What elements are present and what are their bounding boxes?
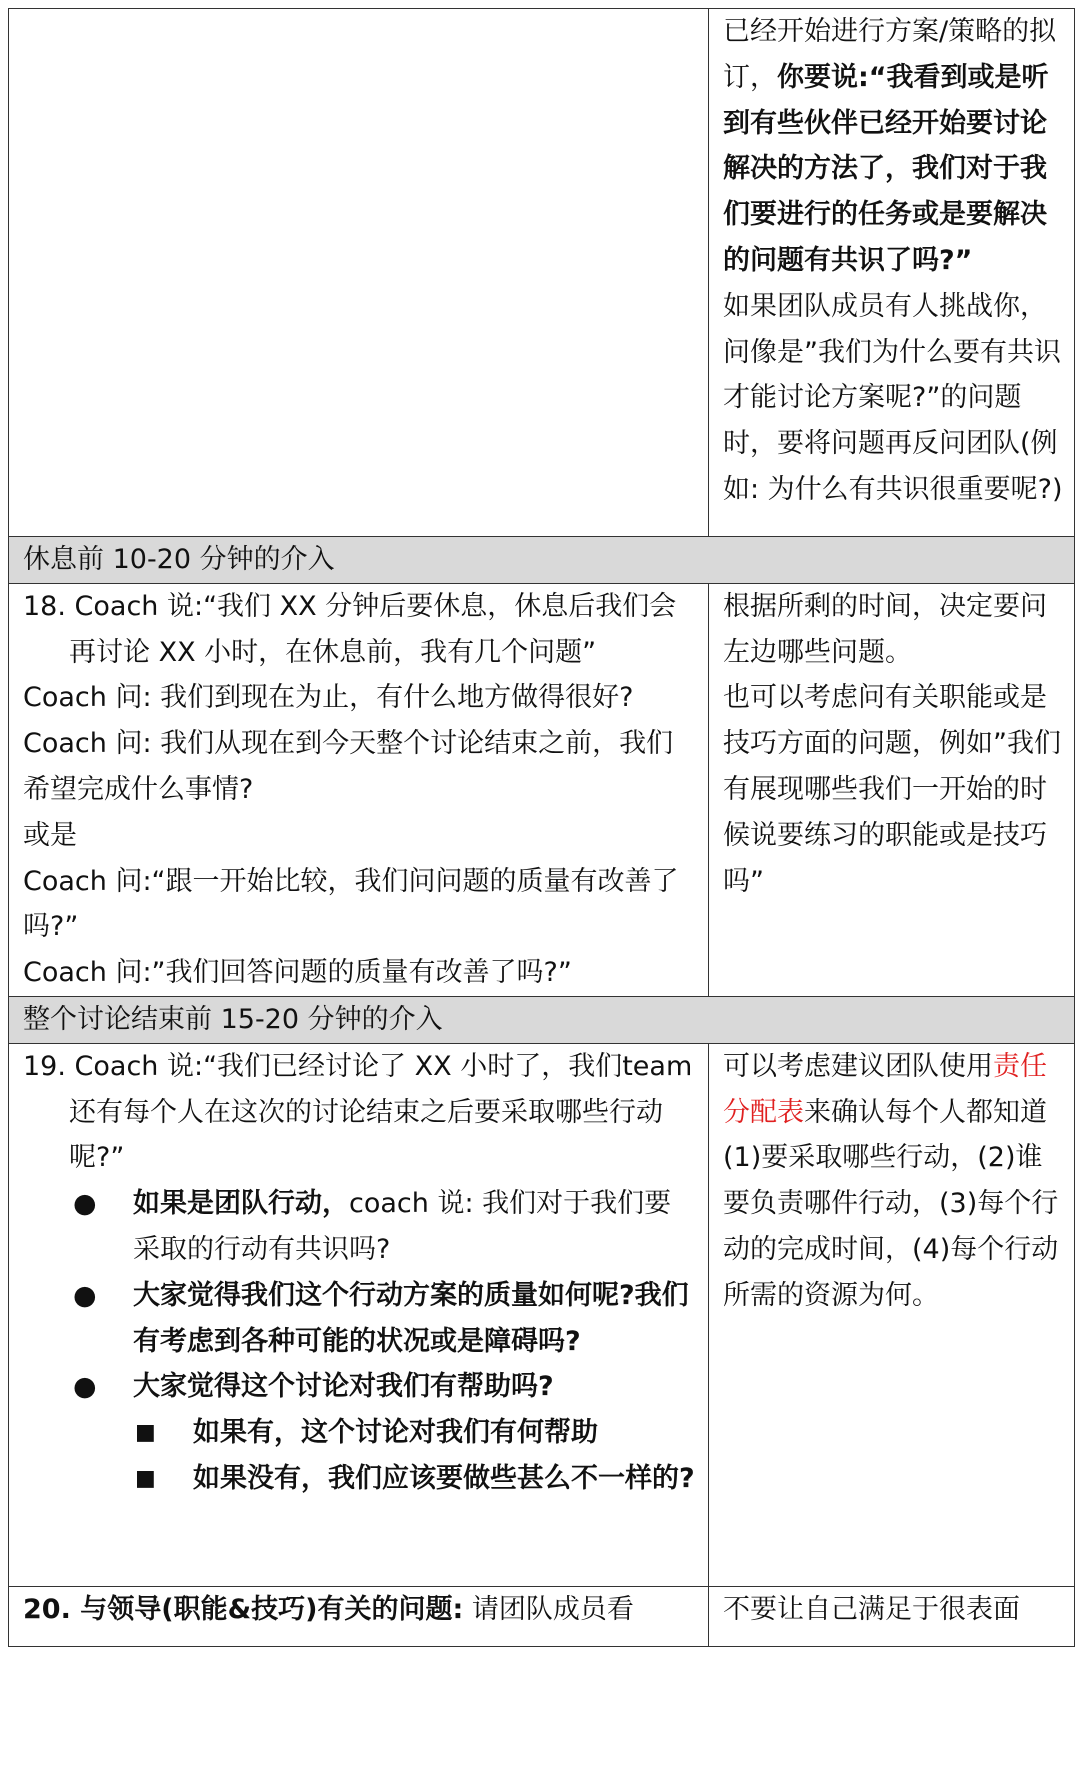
bullet-dot-icon: ● (73, 1371, 97, 1403)
note-cell (709, 1586, 1075, 1646)
or-line: 或是 (23, 819, 77, 851)
item-20-bold: 20. 与领导(职能&技巧)有关的问题: (23, 1593, 464, 1625)
coaching-guide-table (8, 8, 1075, 1647)
item-20-intro (23, 1587, 698, 1633)
section-header-break: 休息前 10-20 分钟的介入 (9, 537, 1075, 584)
sub-bullet-item (23, 1410, 698, 1456)
table-row (9, 9, 1075, 537)
bullet-text: coach 说: 我们对于我们要采取的行动有共识吗? (133, 1188, 672, 1265)
section-header-end: 整个讨论结束前 15-20 分钟的介入 (9, 996, 1075, 1043)
bullet-dot-icon: ● (73, 1279, 97, 1311)
table-row (9, 1586, 1075, 1646)
bullet-item (23, 1181, 698, 1273)
sub-bullet-item (23, 1456, 698, 1502)
section-row (9, 996, 1075, 1043)
note-paragraph (723, 9, 1064, 284)
bullet-text: 大家觉得这个讨论对我们有帮助吗? (133, 1371, 554, 1403)
sub-bullet-text: 如果没有，我们应该要做些甚么不一样的? (193, 1462, 695, 1494)
sub-bullet-text: 如果有，这个讨论对我们有何帮助 (193, 1417, 598, 1449)
note-cell (709, 9, 1075, 537)
item-18-intro: 18. Coach 说:“我们 XX 分钟后要休息，休息后我们会再讨论 XX 小时，在休息前，我有几个问题” (23, 590, 677, 668)
bullet-text: 大家觉得我们这个行动方案的质量如何呢?我们有考虑到各种可能的状况或是障碍吗? (133, 1279, 689, 1357)
note-bold-text: 你要说:“我看到或是听到有些伙伴已经开始要讨论解决的方法了，我们对于我们要进行的任务或是要解决的问题有共识了吗?” (723, 61, 1049, 276)
note-paragraph (723, 1044, 1064, 1319)
question-line: Coach 问:“跟一开始比较，我们问问题的质量有改善了吗?” (23, 865, 679, 943)
note-paragraph: 如果团队成员有人挑战你，问像是”我们为什么要有共识才能讨论方案呢?”的问题时，要将问题再反问团队(例如: 为什么有共识很重要呢?) (723, 290, 1063, 505)
table-row (9, 1043, 1075, 1586)
section-row (9, 537, 1075, 584)
note-paragraph: 根据所剩的时间，决定要问左边哪些问题。 (723, 590, 1047, 668)
question-line: Coach 问:”我们回答问题的质量有改善了吗?” (23, 957, 572, 989)
item-20-text: 请团队成员看 (463, 1593, 634, 1625)
square-bullet-icon: ■ (135, 1420, 156, 1446)
table-row (9, 583, 1075, 996)
note-text: 来确认每个人都知道(1)要采取哪些行动，(2)谁要负责哪件行动，(3)每个行动的完成时间，(4)每个行动所需的资源为何。 (723, 1096, 1059, 1311)
note-paragraph: 也可以考虑问有关职能或是技巧方面的问题，例如”我们有展现哪些我们一开始的时候说要练习的职能或是技巧吗” (723, 682, 1061, 897)
questions-cell (9, 1043, 709, 1586)
bullet-bold-text: 如果是团队行动， (133, 1188, 349, 1220)
responsibility-chart-term: 责任分配表 (723, 1050, 1047, 1128)
bullet-item (23, 1364, 698, 1410)
question-line: Coach 问: 我们到现在为止，有什么地方做得很好? (23, 682, 634, 714)
note-text: 已经开始进行方案/策略的拟订， (723, 16, 1057, 93)
questions-cell (9, 583, 709, 996)
bullet-dot-icon: ● (73, 1188, 97, 1220)
bullet-item (23, 1273, 698, 1365)
note-cell (709, 1043, 1075, 1586)
note-cell (709, 583, 1075, 996)
item-19-intro: 19. Coach 说:“我们已经讨论了 XX 小时了，我们team 还有每个人在这次的讨论结束之后要采取哪些行动呢?” (23, 1050, 693, 1174)
question-line: Coach 问: 我们从现在到今天整个讨论结束之前，我们希望完成什么事情? (23, 728, 674, 805)
questions-cell (9, 1586, 709, 1646)
square-bullet-icon: ■ (135, 1465, 156, 1491)
note-text: 可以考虑建议团队使用 (723, 1050, 993, 1082)
note-paragraph: 不要让自己满足于很表面 (723, 1593, 1020, 1625)
empty-cell (9, 9, 709, 537)
